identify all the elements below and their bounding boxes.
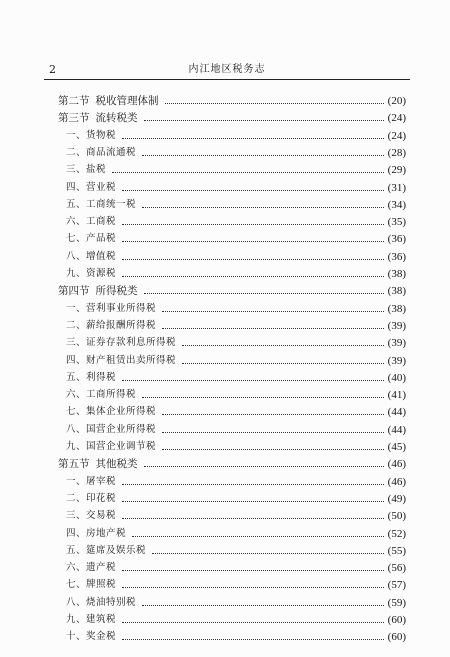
toc-entry-label: 一、货物税 xyxy=(66,129,117,141)
toc-page-number: (39) xyxy=(387,354,406,367)
dot-leader xyxy=(144,293,384,294)
section-title: 所得税类 xyxy=(95,285,138,298)
toc-page-number: (60) xyxy=(387,631,406,644)
toc-entry-label: 八、增值税 xyxy=(66,250,117,262)
dot-leader xyxy=(182,363,384,364)
toc-item-row xyxy=(66,317,406,333)
toc-page-number: (44) xyxy=(387,406,406,419)
dot-leader xyxy=(122,622,384,623)
toc-page-number: (36) xyxy=(387,233,406,246)
toc-item-row xyxy=(66,265,406,281)
toc-page-number: (38) xyxy=(387,268,406,280)
toc-entry-label: 八、烧油特别税 xyxy=(66,596,137,608)
toc-page-number: (36) xyxy=(387,250,406,263)
toc-entry-label xyxy=(58,111,138,125)
toc-page-number: (39) xyxy=(387,337,406,350)
toc-entry-label: 一、屠宰税 xyxy=(66,475,117,487)
dot-leader xyxy=(122,587,384,588)
dot-leader xyxy=(122,259,384,260)
dot-leader xyxy=(132,536,384,537)
dot-leader xyxy=(152,553,384,554)
toc-item-row xyxy=(66,576,406,592)
toc-page-number: (40) xyxy=(387,371,406,384)
toc-page-number: (31) xyxy=(387,181,406,194)
toc-entry-label: 三、证券存款利息所得税 xyxy=(66,337,177,349)
toc-item-row xyxy=(66,352,406,368)
toc-entry-label: 五、工商统一税 xyxy=(66,198,137,210)
dot-leader xyxy=(142,207,384,208)
toc-item-row xyxy=(66,144,406,160)
dot-leader xyxy=(122,276,384,277)
toc-page-number: (38) xyxy=(387,285,406,298)
toc-page-number: (46) xyxy=(387,458,406,471)
toc-entry-label: 八、国营企业所得税 xyxy=(66,423,157,435)
toc-section-row xyxy=(58,282,406,298)
toc-page-number: (45) xyxy=(387,441,406,453)
toc-entry-label: 三、盐税 xyxy=(66,164,107,176)
toc-item-row xyxy=(66,525,406,541)
toc-entry-label: 九、国营企业调节税 xyxy=(66,441,157,452)
section-title: 流转税类 xyxy=(95,112,138,125)
toc-page-number: (60) xyxy=(387,614,406,626)
toc-item-row xyxy=(66,542,406,558)
dot-leader xyxy=(122,639,384,640)
header-divider xyxy=(44,79,410,80)
dot-leader xyxy=(162,328,384,329)
toc-entry-label: 七、产品税 xyxy=(66,233,117,245)
toc-entry-label: 九、建筑税 xyxy=(66,614,117,625)
toc-page-number: (49) xyxy=(387,492,406,505)
toc-page-number: (20) xyxy=(387,95,406,107)
toc-item-row xyxy=(66,473,406,489)
toc-entry-label: 七、集体企业所得税 xyxy=(66,406,157,418)
toc-page-number: (56) xyxy=(387,562,406,575)
toc-entry-label xyxy=(58,94,159,108)
toc-page-number: (59) xyxy=(387,596,406,609)
toc-page-number: (46) xyxy=(387,475,406,488)
toc-item-row xyxy=(66,127,406,143)
toc-item-row xyxy=(66,438,406,454)
toc-page-number: (50) xyxy=(387,510,406,523)
toc-item-row xyxy=(66,594,406,610)
toc-page-number: (55) xyxy=(387,544,406,557)
book-title: 内江地区税务志 xyxy=(188,64,266,75)
toc-item-row xyxy=(66,196,406,212)
toc-page-number: (39) xyxy=(387,319,406,332)
dot-leader xyxy=(122,224,384,225)
section-number: 第二节 xyxy=(58,95,90,107)
dot-leader xyxy=(142,605,384,606)
toc-entry-label: 十、奖金税 xyxy=(66,631,117,643)
toc-item-row xyxy=(66,179,406,195)
toc-item-row xyxy=(66,421,406,437)
toc-entry-label: 五、利得税 xyxy=(66,371,117,383)
dot-leader xyxy=(162,449,384,450)
toc-item-row xyxy=(66,403,406,419)
dot-leader xyxy=(112,172,384,173)
dot-leader xyxy=(122,484,384,485)
toc-page-number: (24) xyxy=(387,129,406,142)
toc-item-row xyxy=(66,334,406,350)
dot-leader xyxy=(144,466,384,467)
page-header xyxy=(44,62,410,80)
dot-leader xyxy=(142,155,384,156)
page-number: 2 xyxy=(49,63,56,76)
toc-page-number: (35) xyxy=(387,216,406,229)
section-title: 其他税类 xyxy=(95,458,138,471)
toc-page-number: (24) xyxy=(387,112,406,125)
section-number: 第五节 xyxy=(58,458,90,471)
dot-leader xyxy=(122,501,384,502)
section-title: 税收管理体制 xyxy=(95,95,159,107)
toc-entry-label: 七、牌照税 xyxy=(66,579,117,591)
toc-entry-label: 四、财产租赁出卖所得税 xyxy=(66,354,177,366)
toc-entry-label xyxy=(58,457,138,471)
toc-entry-label: 六、工商所得税 xyxy=(66,389,137,401)
toc-item-row xyxy=(66,559,406,575)
toc-section-row xyxy=(58,109,406,125)
toc-item-row xyxy=(66,230,406,246)
toc-page-number: (34) xyxy=(387,198,406,211)
toc-item-row xyxy=(66,300,406,316)
dot-leader xyxy=(142,397,384,398)
dot-leader xyxy=(182,345,384,346)
toc-entry-label: 五、筵席及娱乐税 xyxy=(66,544,147,556)
toc-entry-label: 四、营业税 xyxy=(66,181,117,193)
dot-leader xyxy=(162,432,384,433)
dot-leader xyxy=(122,241,384,242)
dot-leader xyxy=(165,103,384,104)
dot-leader xyxy=(162,311,384,312)
dot-leader xyxy=(162,414,384,415)
toc-section-row xyxy=(58,455,406,471)
toc-entry-label: 六、遗产税 xyxy=(66,562,117,574)
toc-item-row xyxy=(66,507,406,523)
toc-entry-label: 六、工商税 xyxy=(66,216,117,228)
toc-item-row xyxy=(66,213,406,229)
toc-entry-label: 二、印花税 xyxy=(66,492,117,504)
toc-item-row xyxy=(66,386,406,402)
toc-page-number: (44) xyxy=(387,423,406,436)
toc-entry-label: 一、营利事业所得税 xyxy=(66,302,157,314)
toc-item-row xyxy=(66,248,406,264)
dot-leader xyxy=(122,518,384,519)
section-number: 第三节 xyxy=(58,112,90,125)
toc-item-row xyxy=(66,611,406,627)
toc-page-number: (38) xyxy=(387,302,406,315)
toc-page-number: (57) xyxy=(387,579,406,592)
toc-entry-label: 三、交易税 xyxy=(66,510,117,522)
toc-entry-label xyxy=(58,284,138,298)
toc-page-number: (28) xyxy=(387,146,406,159)
toc-item-row xyxy=(66,161,406,177)
toc-entry-label: 四、房地产税 xyxy=(66,527,127,539)
toc-entry-label: 九、资源税 xyxy=(66,268,117,279)
toc-item-row xyxy=(66,628,406,644)
dot-leader xyxy=(144,120,384,121)
toc-entry-label: 二、薪给报酬所得税 xyxy=(66,319,157,331)
dot-leader xyxy=(122,138,384,139)
dot-leader xyxy=(122,380,384,381)
toc-section-row xyxy=(58,92,406,108)
toc-item-row xyxy=(66,490,406,506)
dot-leader xyxy=(122,190,384,191)
toc-page-number: (52) xyxy=(387,527,406,540)
toc-page-number: (41) xyxy=(387,389,406,402)
toc-page-number: (29) xyxy=(387,164,406,177)
section-number: 第四节 xyxy=(58,285,90,298)
toc-entry-label: 二、商品流通税 xyxy=(66,146,137,158)
toc-item-row xyxy=(66,369,406,385)
dot-leader xyxy=(122,570,384,571)
